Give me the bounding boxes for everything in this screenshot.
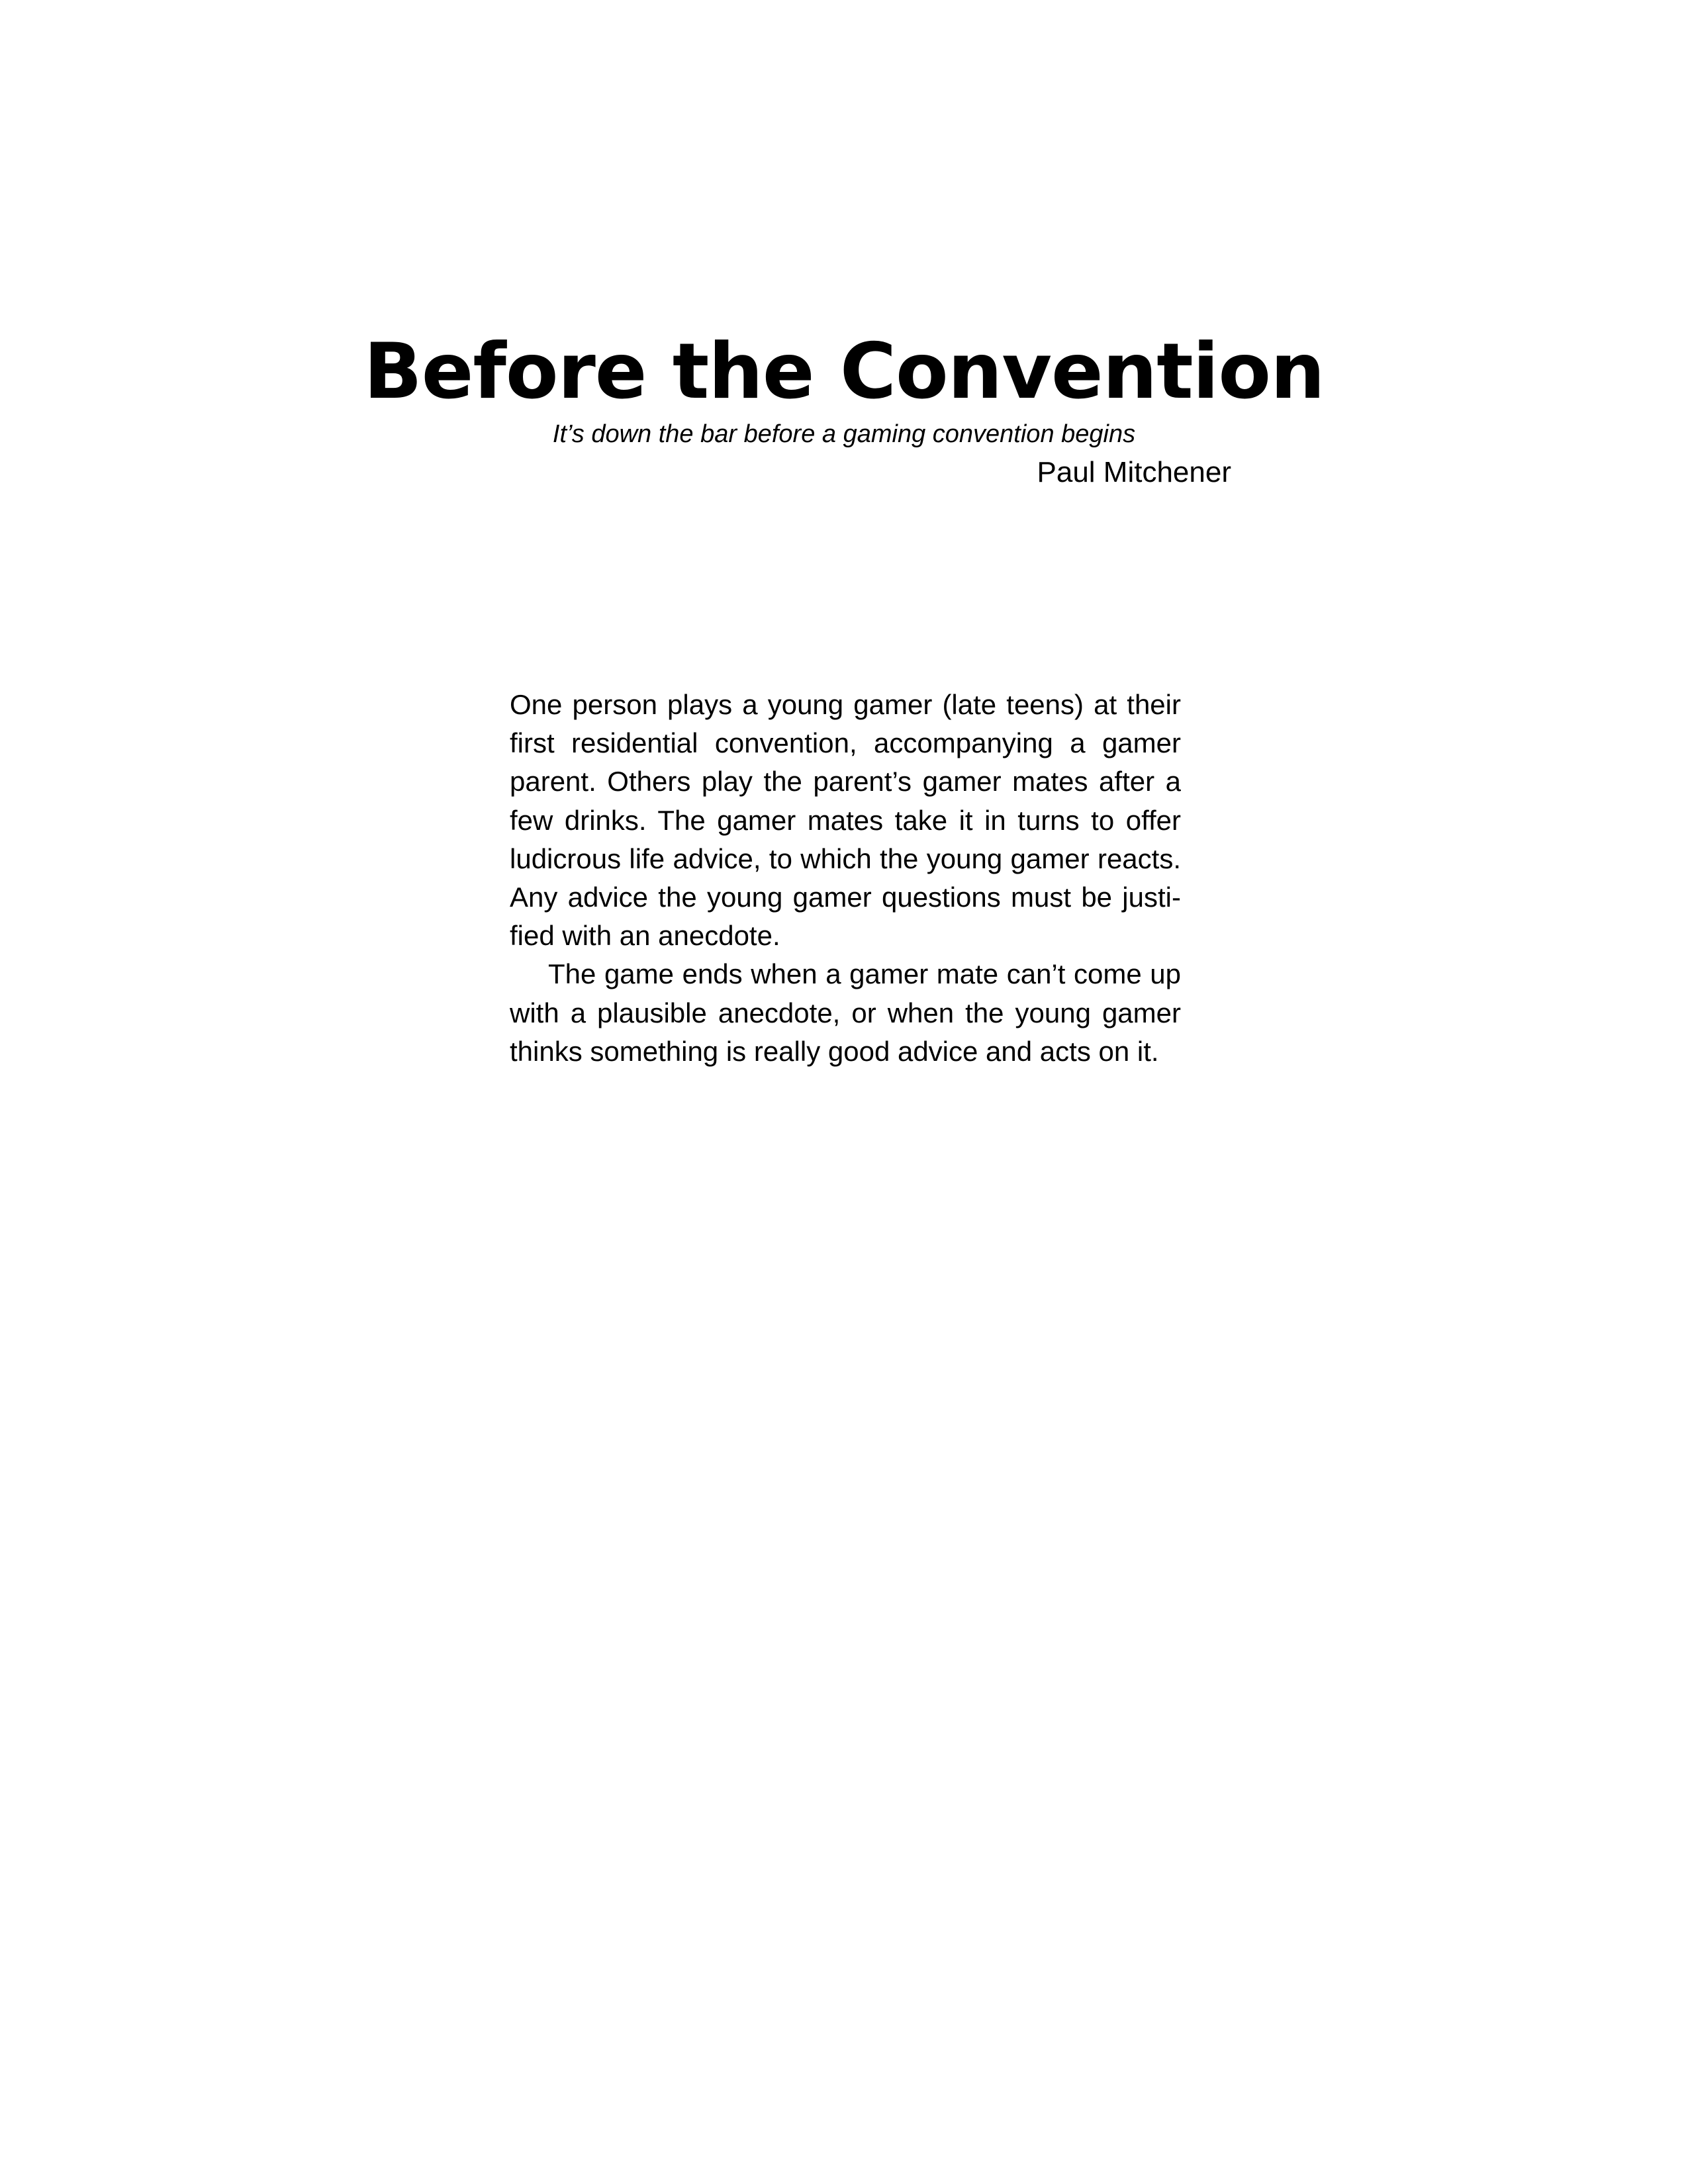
body-paragraph-1: One person plays a young gamer (late teens) at their first residential convention, accompanying a gamer parent. Others play the parent’s gamer mates after a few drinks. The gamer mates take it in turns to offer ludicrous life advice, to which the young gamer reacts. Any advice the young gamer questions must be justified with an anecdote. bbox=[510, 689, 1181, 952]
body-text bbox=[510, 686, 1181, 1071]
subtitle: It’s down the bar before a gaming convention begins bbox=[552, 420, 1136, 448]
author-name: Paul Mitchener bbox=[1037, 456, 1231, 488]
page-title: Before the Convention bbox=[363, 327, 1325, 416]
body-paragraph-2: The game ends when a gamer mate can’t come up with a plausible anecdote, or when the young gamer thinks something is really good advice and acts on it. bbox=[510, 958, 1181, 1067]
